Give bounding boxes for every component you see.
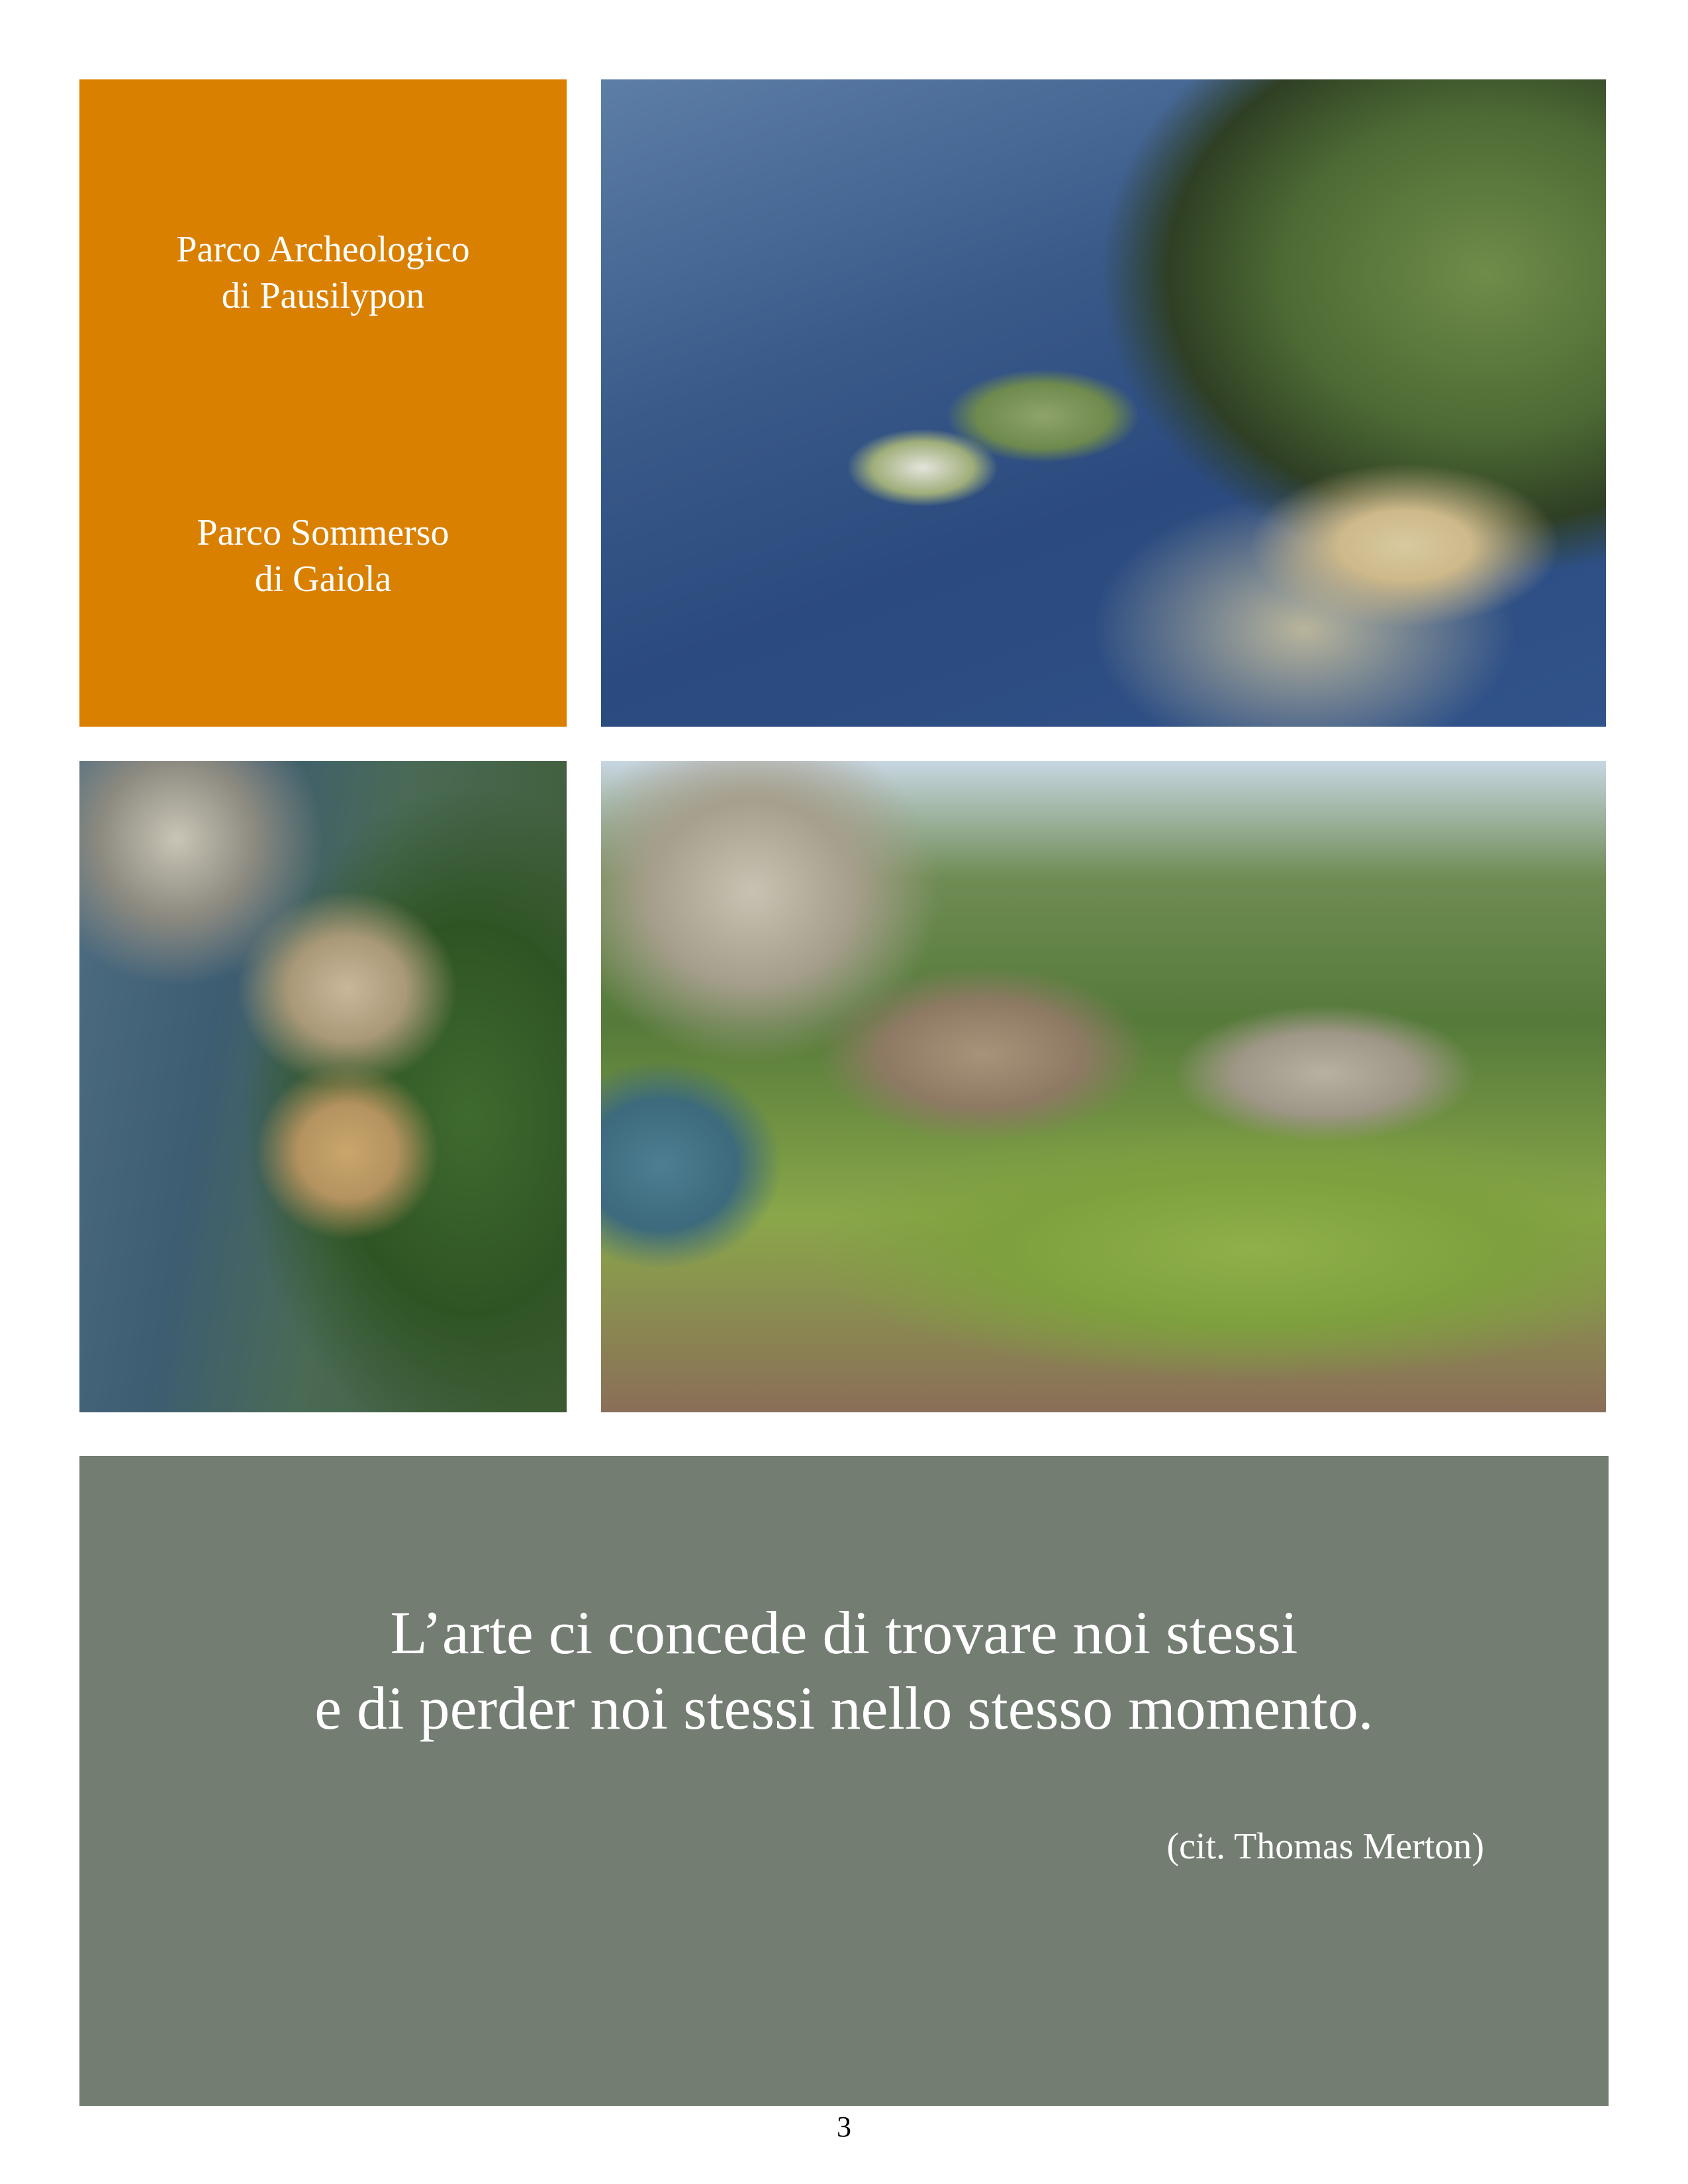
title-box <box>79 79 567 727</box>
park-title-line: di Gaiola <box>254 559 392 600</box>
park-title-line: Parco Sommerso <box>197 512 449 553</box>
page-number: 3 <box>837 2111 851 2143</box>
aerial-photo-gaiola-islands <box>601 79 1606 727</box>
quote-text <box>79 1595 1609 1746</box>
quote-box <box>79 1456 1609 2106</box>
park-title-pausilypon <box>79 226 567 319</box>
aerial-photo-pausilypon-cliff <box>79 761 567 1412</box>
park-title-gaiola <box>79 510 567 602</box>
quote-line: e di perder noi stessi nello stesso momento. <box>314 1674 1374 1742</box>
park-title-line: Parco Archeologico <box>176 229 470 270</box>
quote-line: L’arte ci concede di trovare noi stessi <box>390 1599 1298 1666</box>
photo-roman-theatre-ruins <box>601 761 1606 1412</box>
park-title-line: di Pausilypon <box>221 275 425 316</box>
quote-citation: (cit. Thomas Merton) <box>1166 1826 1484 1867</box>
